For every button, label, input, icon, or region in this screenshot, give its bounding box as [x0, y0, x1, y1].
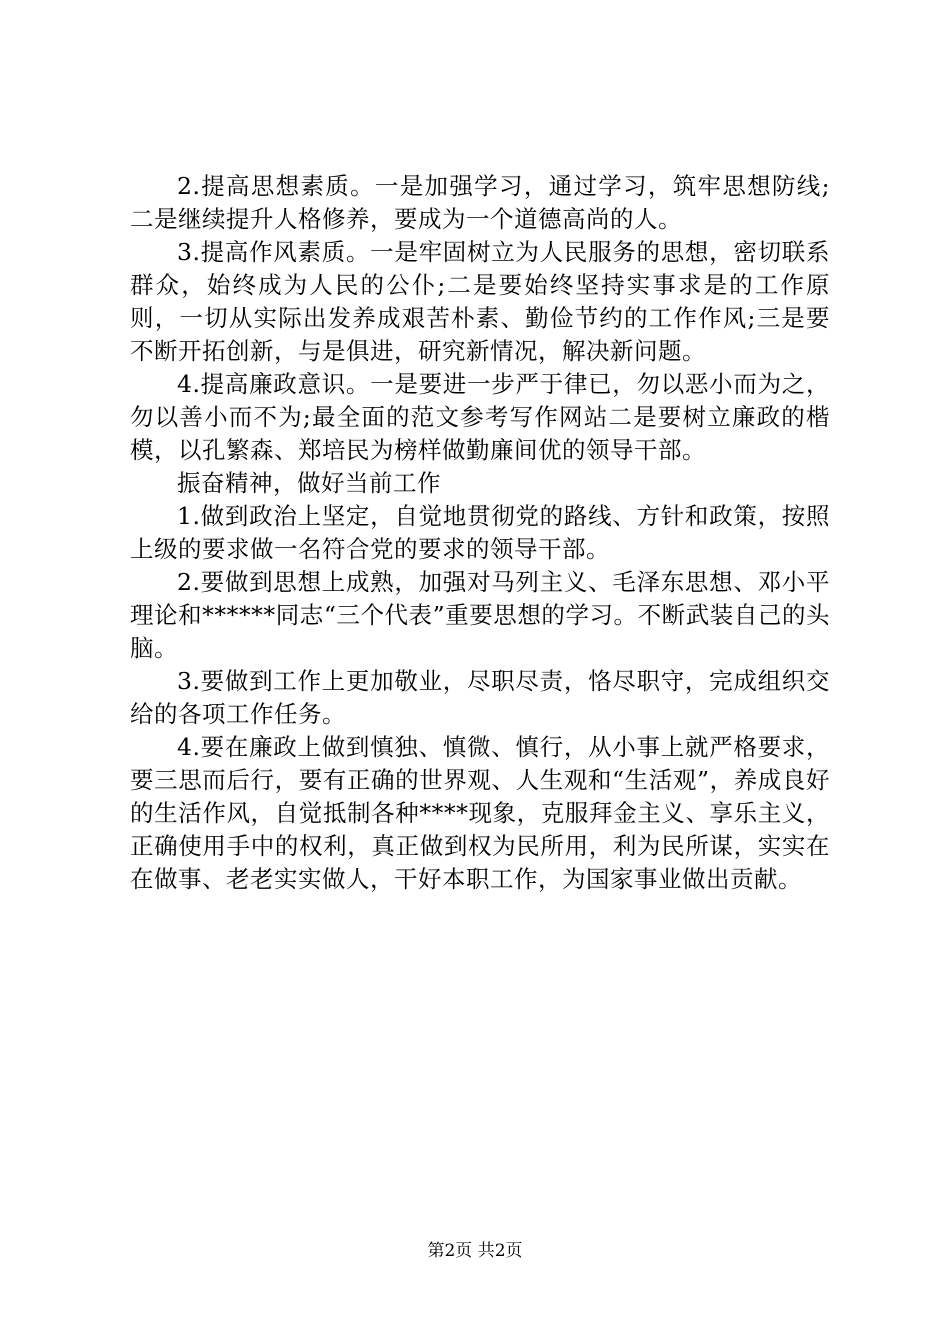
document-body — [130, 170, 830, 896]
paragraph-integrity-conduct: 4.要在廉政上做到慎独、慎微、慎行，从小事上就严格要求，要三思而后行，要有正确的世界观、人生观和“生活观”，养成良好的生活作风，自觉抵制各种****现象，克服拜金主义、享乐主义，正确使用手中的权利，真正做到权为民所用，利为民所谋，实实在在做事、老老实实做人，干好本职工作，为国家事业做出贡献。 — [130, 733, 830, 893]
paragraph-political-firmness: 1.做到政治上坚定，自觉地贯彻党的路线、方针和政策，按照上级的要求做一名符合党的要求的领导干部。 — [130, 502, 830, 563]
paragraph-integrity-awareness: 4.提高廉政意识。一是要进一步严于律已，勿以恶小而为之，勿以善小而不为;最全面的范文参考写作网站二是要树立廉政的楷模，以孔繁森、郑培民为榜样做勤廉间优的领导干部。 — [130, 370, 830, 464]
section-heading: 振奋精神，做好当前工作 — [177, 469, 441, 497]
paragraph-quality-style: 3.提高作风素质。一是牢固树立为人民服务的思想，密切联系群众，始终成为人民的公仆;二是要始终坚持实事求是的工作原则，一切从实际出发养成艰苦朴素、勤俭节约的工作作风;三是要不断开拓创新，与是俱进，研究新情况，解决新问题。 — [130, 238, 830, 365]
paragraph-ideological-maturity: 2.要做到思想上成熟，加强对马列主义、毛泽东思想、邓小平理论和******同志“三个代表”重要思想的学习。不断武装自己的头脑。 — [130, 568, 830, 662]
paragraph-work-dedication: 3.要做到工作上更加敬业，尽职尽责，恪尽职守，完成组织交给的各项工作任务。 — [130, 667, 830, 728]
paragraph-quality-thought: 2.提高思想素质。一是加强学习，通过学习，筑牢思想防线;二是继续提升人格修养，要成为一个道德高尚的人。 — [130, 172, 830, 233]
page-footer: 第2页 共2页 — [427, 1241, 523, 1261]
